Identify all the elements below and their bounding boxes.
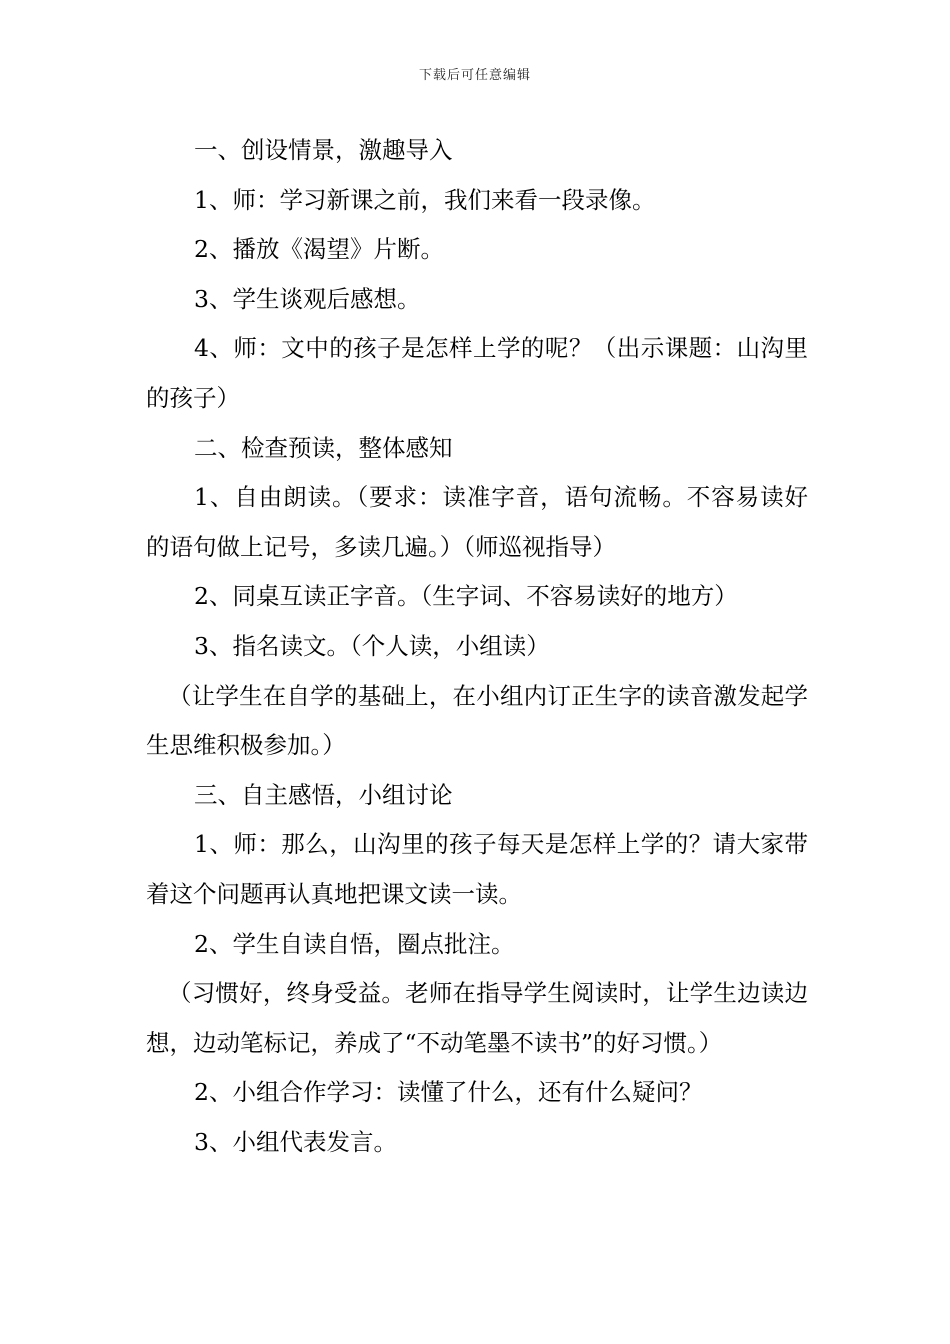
section-heading-1: 一、创设情景，激趣导入 bbox=[194, 136, 453, 164]
document-body bbox=[146, 126, 808, 1167]
paragraph: 4、师：文中的孩子是怎样上学的呢？（出示课题：山沟里的孩子） bbox=[146, 334, 808, 412]
page-header: 下载后可任意编辑 bbox=[418, 68, 531, 83]
paragraph: 2、同桌互读正字音。（生字词、不容易读好的地方） bbox=[194, 582, 738, 611]
section-heading-3: 三、自主感悟，小组讨论 bbox=[194, 780, 453, 809]
paragraph: 2、小组合作学习：读懂了什么，还有什么疑问？ bbox=[194, 1078, 703, 1107]
paragraph: 1、自由朗读。（要求：读准字音，语句流畅。不容易读好的语句做上记号，多读几遍。）（师巡视指导） bbox=[146, 483, 808, 561]
paragraph: 3、指名读文。（个人读，小组读） bbox=[194, 631, 550, 660]
paragraph: 2、学生自读自悟，圈点批注。 bbox=[194, 929, 515, 958]
paragraph: 1、师：学习新课之前，我们来看一段录像。 bbox=[194, 185, 656, 214]
paragraph: 3、小组代表发言。 bbox=[194, 1127, 397, 1156]
paragraph: 3、学生谈观后感想。 bbox=[194, 284, 421, 313]
section-heading-2: 二、检查预读，整体感知 bbox=[194, 433, 453, 462]
paragraph-note: （习惯好，终身受益。老师在指导学生阅读时，让学生边读边想，边动笔标记，养成了“不动笔墨不读书”的好习惯。） bbox=[146, 979, 808, 1057]
paragraph: 2、播放《渴望》片断。 bbox=[194, 235, 444, 264]
paragraph: 1、师：那么，山沟里的孩子每天是怎样上学的？请大家带着这个问题再认真地把课文读一读。 bbox=[146, 830, 808, 908]
paragraph-note: （让学生在自学的基础上，在小组内订正生字的读音激发起学生思维积极参加。） bbox=[146, 681, 808, 760]
